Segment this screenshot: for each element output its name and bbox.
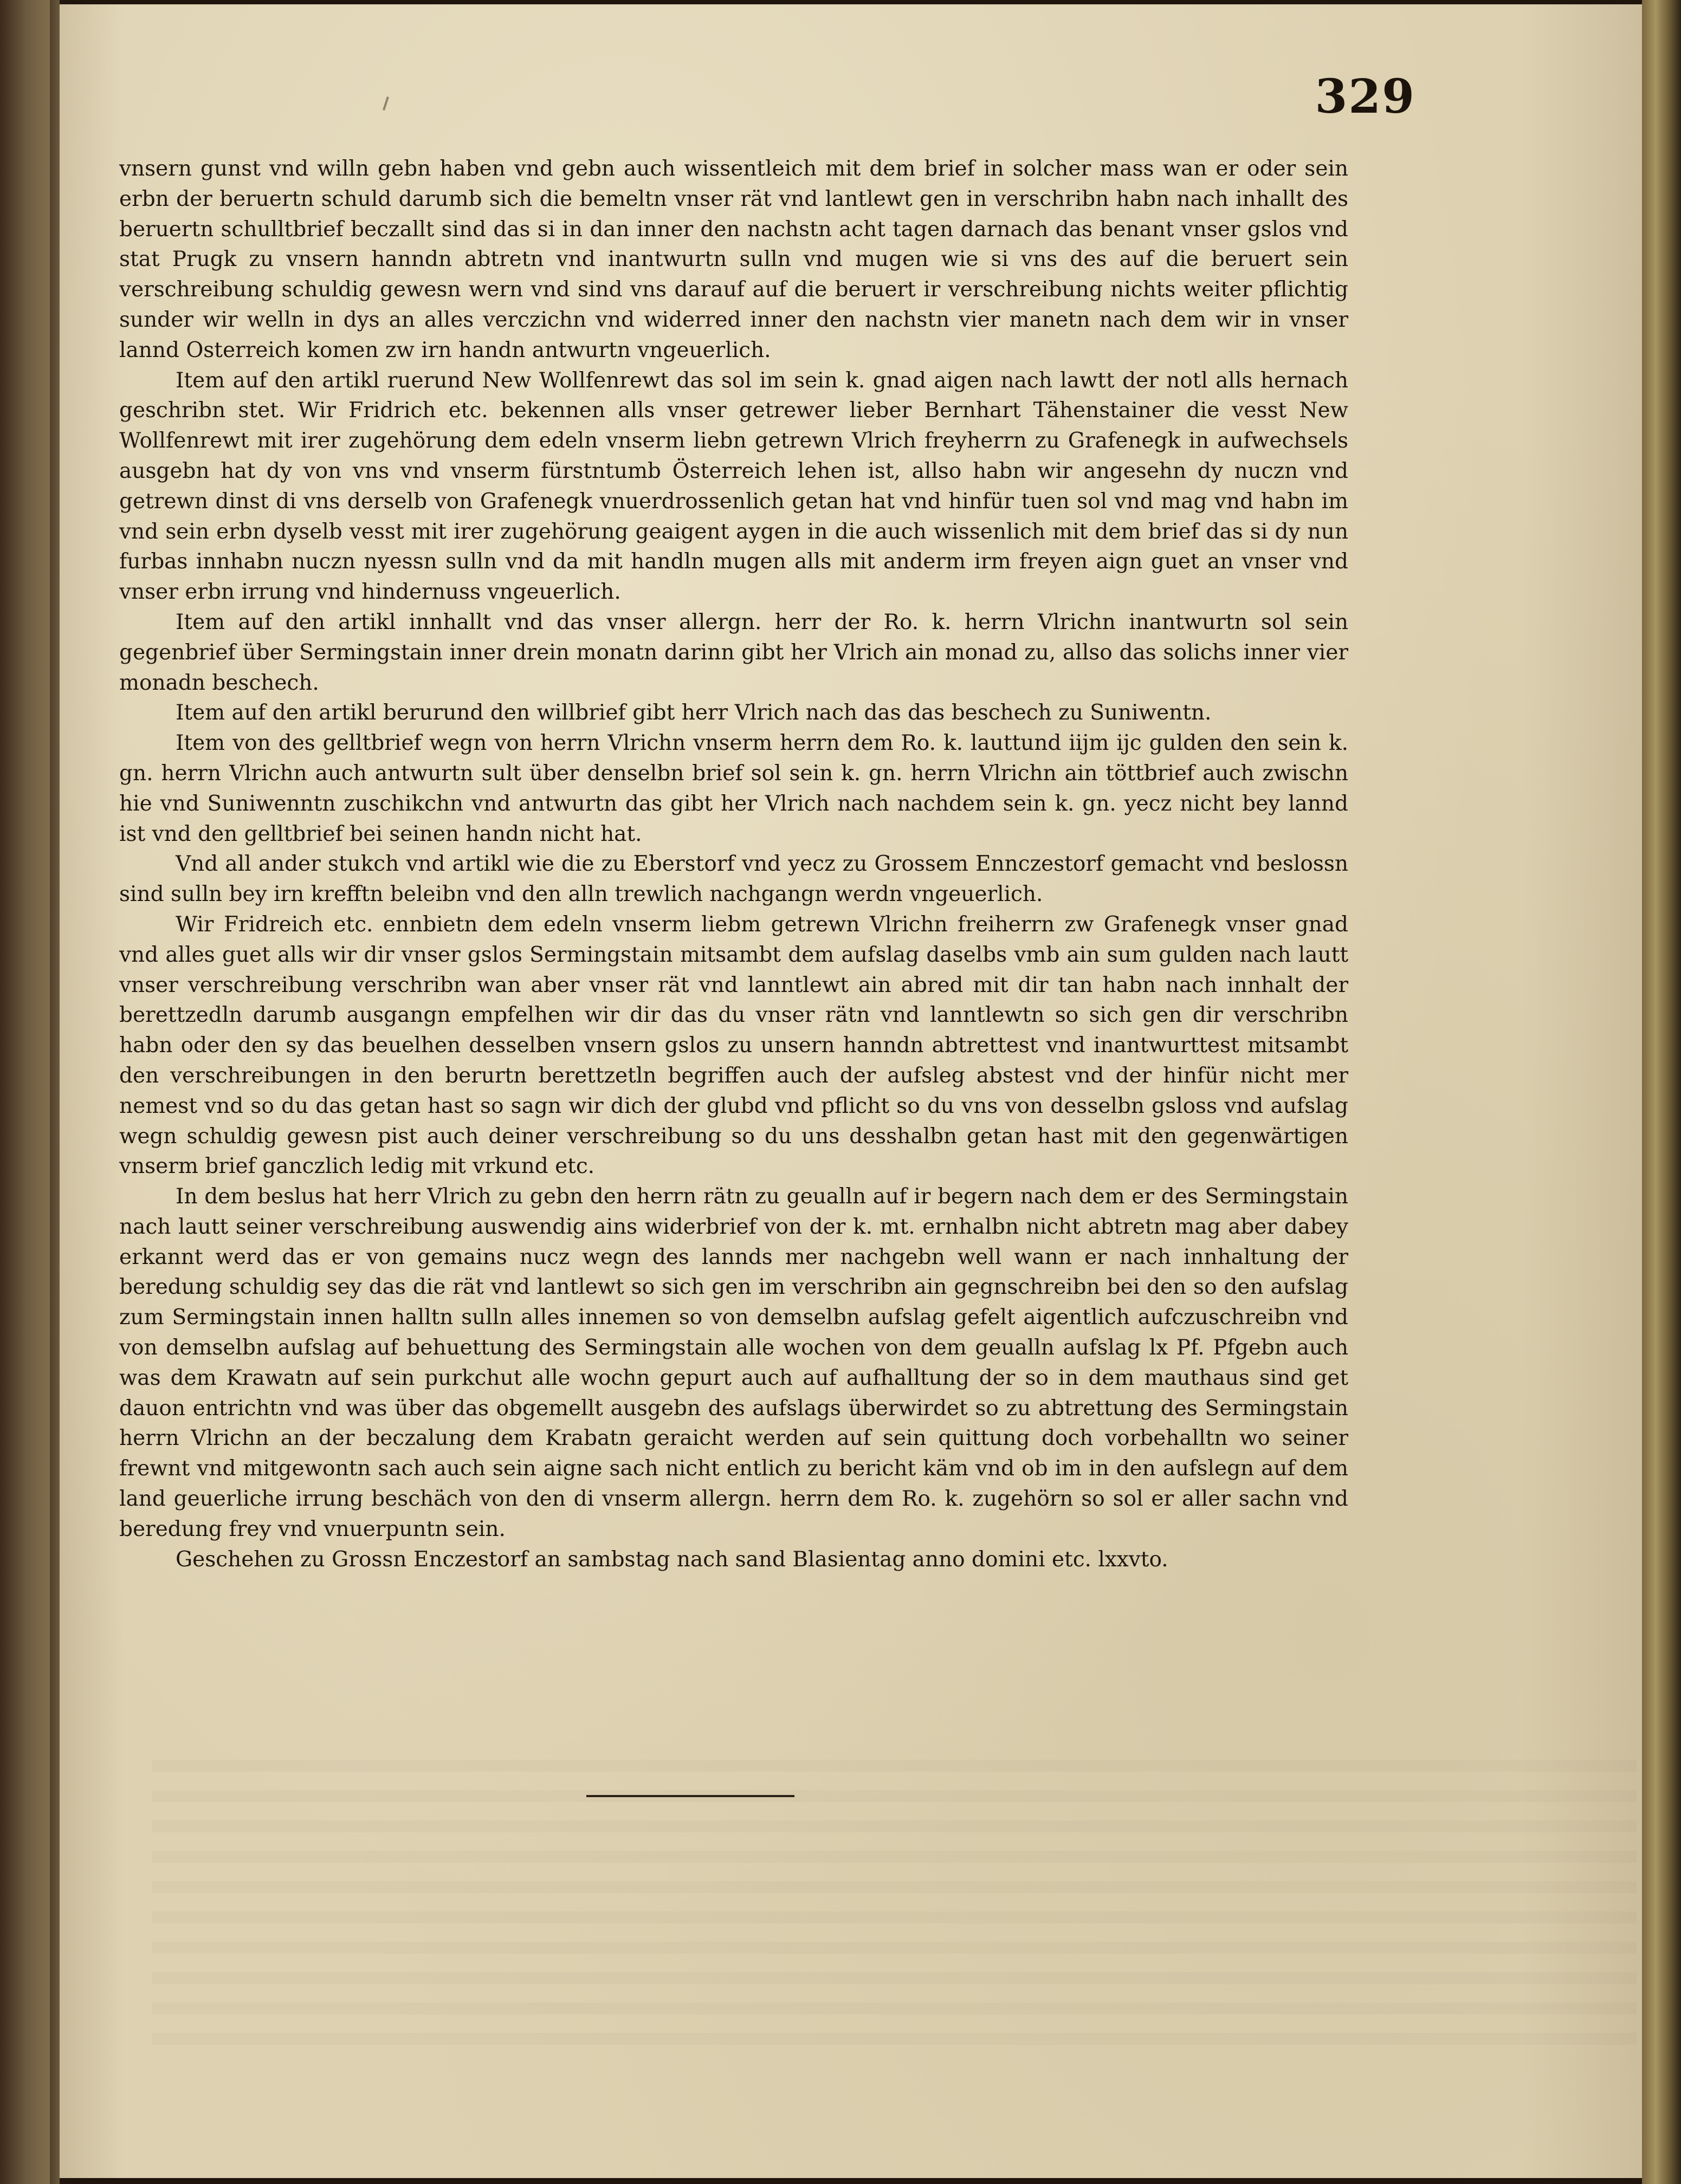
page-number: 329 xyxy=(1315,69,1415,124)
body-text xyxy=(119,154,1348,1574)
page-stack-edge xyxy=(1642,0,1681,2184)
paragraph: vnsern gunst vnd willn gebn haben vnd gebn auch wissentleich mit dem brief in solcher mass wan er oder sein erbn der beruertn schuld darumb sich die bemeltn vnser rät vnd lantlewt gen in verschribn habn nach inhallt des beruertn schulltbrief beczallt sind das si in dan inner den nachstn acht tagen darnach das benant vnser gslos vnd stat Prugk zu vnsern hanndn abtretn vnd inantwurtn sulln vnd mugen wie si vns des auf die beruert sein verschreibung schuldig gewesn wern vnd sind vns darauf auf die beruert ir verschreibung nichts weiter pflichtig sunder wir welln in dys an alles verczichn vnd widerred inner den nachstn vier manetn nach dem wir in vnser lannd Osterreich komen zw irn handn antwurtn vngeuerlich. xyxy=(119,157,1348,362)
paragraph: Item auf den artikl innhallt vnd das vnser allergn. herr der Ro. k. herrn Vlrichn inantwurtn sol sein gegenbrief über Sermingstain inner drein monatn darinn gibt her Vlrich ain monad zu, allso das solichs inner vier monadn beschech. xyxy=(119,610,1348,695)
paragraph: Item von des gelltbrief wegn von herrn Vlrichn vnserm herrn dem Ro. k. lauttund iijm ijc gulden den sein k. gn. herrn Vlrichn auch antwurtn sult über denselbn brief sol sein k. gn. herrn Vlrichn ain töttbrief auch zwischn hie vnd Suniwenntn zuschikchn vnd antwurtn das gibt her Vlrich nach nachdem sein k. gn. yecz nicht bey lannd ist vnd den gelltbrief bei seinen handn nicht hat. xyxy=(119,731,1348,846)
stray-ink-mark xyxy=(383,96,389,111)
paragraph: Geschehen zu Grossn Enczestorf an sambstag nach sand Blasientag anno domini etc. lxxvto. xyxy=(176,1547,1168,1572)
paragraph: In dem beslus hat herr Vlrich zu gebn den herrn rätn zu geualln auf ir begern nach dem er des Sermingstain nach lautt seiner verschreibung auswendig ains widerbrief von der k. mt. ernhalbn nicht abtretn mag aber dabey erkannt werd das er von gemains nucz wegn des lannds mer nachgebn well wann er nach innhaltung der beredung schuldig sey das die rät vnd lantlewt so sich gen im verschribn ain gegnschreibn bei den so den aufslag zum Sermingstain innen halltn sulln alles innemen so von demselbn aufslag gefelt aigentlich aufczuschreibn vnd von demselbn aufslag auf behuettung des Sermingstain alle wochen von dem geualln aufslag lx Pf. Pfgebn auch was dem Krawatn auf sein purkchut alle wochn gepurt auch auf aufhalltung der so in dem mauthaus sind get dauon entrichtn vnd was über das obgemellt ausgebn des aufslags überwirdet so zu abtrettung des Sermingstain herrn Vlrichn an der beczalung dem Krabatn geraicht werden auf sein quittung doch vorbehalltn wo seiner frewnt vnd mitgewontn sach auch sein aigne sach nicht entlich zu bericht käm vnd ob im in den aufslegn auf dem land geuerliche irrung beschäch von den di vnserm allergn. herrn dem Ro. k. zugehörn so sol er aller sachn vnd beredung frey vnd vnuerpuntn sein. xyxy=(119,1184,1348,1541)
paragraph: Wir Fridreich etc. ennbietn dem edeln vnserm liebm getrewn Vlrichn freiherrn zw Grafenegk vnser gnad vnd alles guet alls wir dir vnser gslos Sermingstain mitsambt dem aufslag daselbs vmb ain sum gulden nach lautt vnser verschreibung verschribn wan aber vnser rät vnd lanntlewt ain abred mit dir tan habn nach innhalt der berettzedln darumb ausgangn empfelhen wir dir das du vnser rätn vnd lanntlewtn so sich gen dir verschribn habn oder den sy das beuelhen desselben vnsern gslos zu unsern hanndn abtrettest vnd inantwurttest mitsambt den verschreibungen in den berurtn berettzetln begriffen auch der aufsleg abstest vnd der hinfür nicht mer nemest vnd so du das getan hast so sagn wir dich der glubd vnd pflicht so du vns von desselbn gsloss vnd aufslag wegn schuldig gewesn pist auch deiner verschreibung so du uns desshalbn getan hast mit den gegenwärtigen vnserm brief ganczlich ledig mit vrkund etc. xyxy=(119,912,1348,1179)
paragraph: Item auf den artikl ruerund New Wollfenrewt das sol im sein k. gnad aigen nach lawtt der notl alls hernach geschribn stet. Wir Fridrich etc. bekennen alls vnser getrewer lieber Bernhart Tähenstainer die vesst New Wollfenrewt mit irer zugehörung dem edeln vnserm liebn getrewn Vlrich freyherrn zu Grafenegk in aufwechsels ausgebn hat dy von vns vnd vnserm fürstntumb Österreich lehen ist, allso habn wir angesehn dy nuczn vnd getrewn dinst di vns derselb von Grafenegk vnuerdrossenlich getan hat vnd hinfür tuen sol vnd mag vnd habn im vnd sein erbn dyselb vesst mit irer zugehörung geaigent aygen in die auch wissenlich mit dem brief das si dy nun furbas innhabn nuczn nyessn sulln vnd da mit handln mugen alls mit anderm irm freyen aign guet an vnser vnd vnser erbn irrung vnd hindernuss vngeuerlich. xyxy=(119,368,1348,605)
paragraph: Item auf den artikl berurund den willbrief gibt herr Vlrich nach das das beschech zu Suniwentn. xyxy=(176,701,1212,725)
book-page xyxy=(60,4,1648,2178)
paragraph: Vnd all ander stukch vnd artikl wie die zu Eberstorf vnd yecz zu Grossem Ennczestorf gemacht vnd beslossn sind sulln bey irn krefftn beleibn vnd den alln trewlich nachgangn werdn vngeuerlich. xyxy=(119,852,1348,907)
closing-rule xyxy=(586,1795,794,1797)
show-through-bleed xyxy=(152,1760,1637,2063)
